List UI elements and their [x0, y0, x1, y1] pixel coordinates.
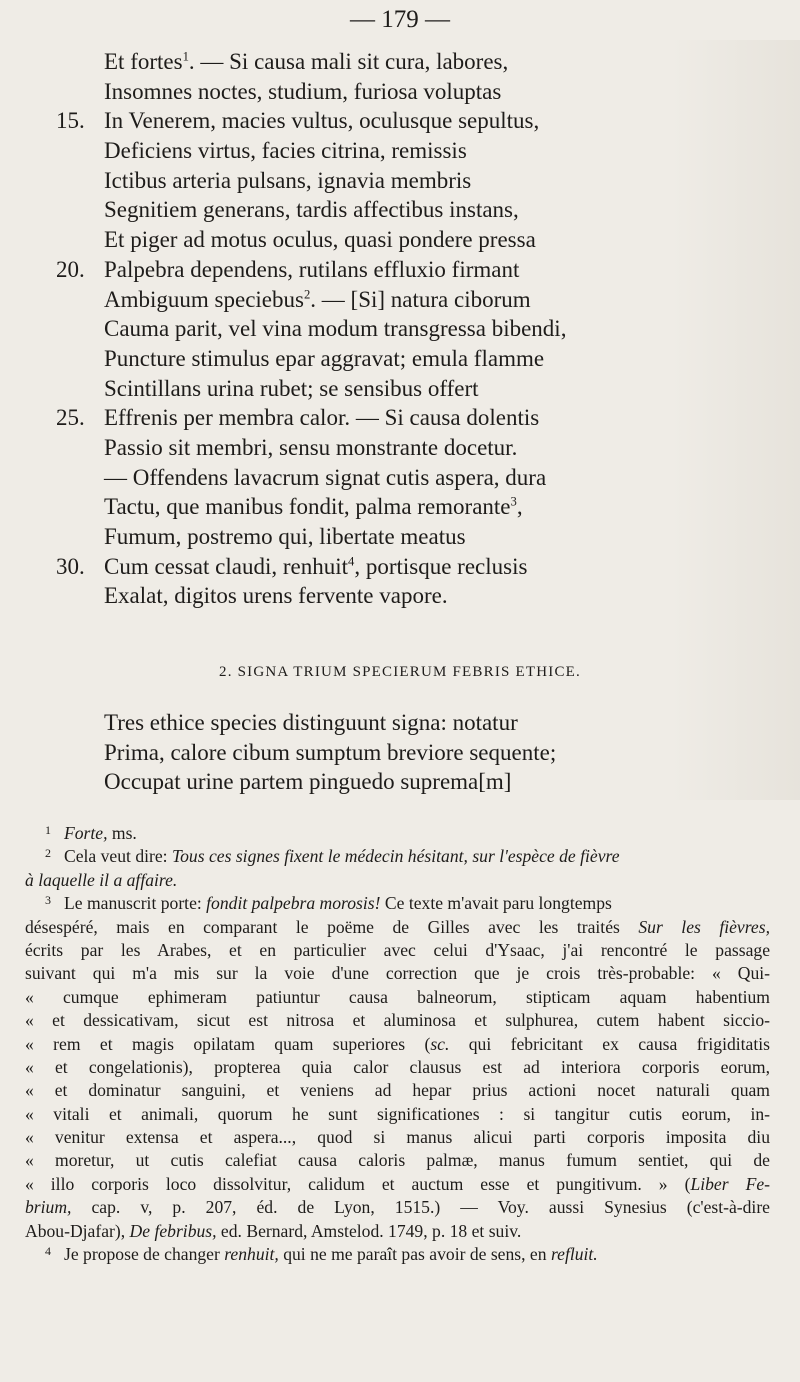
footnote-text	[25, 1103, 770, 1126]
footnote-text	[64, 1243, 598, 1266]
verse-line	[0, 136, 800, 166]
verse-line	[0, 255, 800, 285]
verse-text	[104, 47, 508, 77]
footnote-line	[0, 1243, 800, 1266]
verse-line	[0, 374, 800, 404]
verse-text	[104, 166, 471, 196]
verse-line	[0, 166, 800, 196]
text-run: Abou-Djafar),	[25, 1220, 130, 1241]
footnote-text	[25, 916, 770, 939]
footnote-line	[0, 1126, 800, 1149]
verse-line	[0, 285, 800, 315]
text-run: Et piger ad motus oculus, quasi pondere pressa	[104, 227, 536, 253]
footnote-reference: 4	[348, 554, 355, 569]
verse-line	[0, 106, 800, 136]
verse-text	[104, 463, 546, 493]
italic-text: sc.	[430, 1033, 450, 1054]
footnote-line	[0, 916, 800, 939]
italic-text: fondit palpebra morosis!	[206, 893, 381, 914]
verse-line	[0, 403, 800, 433]
footnote-line	[0, 1009, 800, 1032]
verse-line	[0, 195, 800, 225]
text-run: Cela veut dire:	[64, 846, 172, 867]
footnote-line	[0, 1149, 800, 1172]
section-heading: 2. SIGNA TRIUM SPECIERUM FEBRIS ETHICE.	[219, 664, 581, 680]
footnote-reference: 3	[510, 494, 517, 509]
footnote-text	[25, 1173, 770, 1196]
text-run: désespéré, mais en comparant le poëme de Gilles avec les traités	[25, 916, 639, 937]
text-run: . — [Si] natura ciborum	[310, 286, 531, 312]
footnote-line	[0, 1033, 800, 1056]
italic-text: brium,	[25, 1197, 72, 1218]
italic-text: De febribus,	[129, 1220, 217, 1241]
verse-text	[104, 314, 566, 344]
text-run: — Offendens lavacrum signat cutis aspera, dura	[104, 464, 547, 490]
text-run: « et congelationis), propterea quia calor clausus est ad interiora corporis eorum,	[25, 1056, 770, 1077]
text-run: Fumum, postremo qui, libertate meatus	[104, 524, 466, 549]
text-run: Ictibus arteria pulsans, ignavia membris	[104, 167, 472, 193]
footnote-line	[0, 1103, 800, 1126]
text-run: Segnitiem generans, tardis affectibus instans,	[104, 197, 519, 223]
text-run: Tactu, que manibus fondit, palma remorante	[104, 494, 511, 520]
line-number: 25.	[56, 405, 85, 431]
verse-text	[104, 522, 466, 552]
footnote-line	[0, 1196, 800, 1219]
line-number: 20.	[56, 256, 85, 282]
text-run: « moretur, ut cutis calefiat causa caloris palmæ, manus fumum sentiet, qui de	[25, 1150, 770, 1171]
text-run: Palpebra dependens, rutilans effluxio firmant	[104, 256, 520, 282]
footnote-text	[25, 1079, 770, 1102]
verse-line	[0, 433, 800, 463]
verse-line	[0, 77, 800, 107]
italic-text: Liber Fe-	[690, 1173, 770, 1194]
page-number: — 179 —	[350, 6, 450, 33]
verse-line	[0, 344, 800, 374]
footnotes	[0, 822, 800, 1266]
footnote-number: 4	[45, 1244, 51, 1259]
footnote-line	[0, 1220, 800, 1243]
text-run: qui ne me paraît pas avoir de sens, en	[278, 1244, 551, 1265]
verse-line	[0, 225, 800, 255]
text-run: ed. Bernard, Amstelod. 1749, p. 18 et suiv.	[216, 1220, 522, 1241]
verse-block-1	[0, 47, 800, 611]
text-run: « et dessicativam, sicut est nitrosa et aluminosa et sulphurea, cutem habent siccio-	[25, 1010, 770, 1031]
footnote-line	[0, 962, 800, 985]
verse-line	[0, 708, 800, 738]
text-run: suivant qui m'a mis sur la voie d'une correction que je crois très-probable: « Qui-	[25, 963, 770, 984]
footnote-line	[0, 822, 800, 845]
text-run: , portisque reclusis	[354, 553, 528, 579]
italic-text: refluit.	[550, 1244, 598, 1265]
line-number: 30.	[56, 553, 85, 579]
text-run: « rem et magis opilatam quam superiores (	[25, 1033, 431, 1054]
text-run: Prima, calore cibum sumptum breviore sequente;	[104, 739, 557, 765]
footnote-text	[25, 1033, 770, 1056]
verse-text	[104, 433, 517, 463]
text-run: Je propose de changer	[64, 1244, 225, 1265]
verse-text	[104, 738, 556, 768]
verse-text	[104, 708, 518, 738]
text-run: Passio sit membri, sensu monstrante docetur.	[104, 434, 518, 460]
footnote-line	[0, 939, 800, 962]
text-run: Tres ethice species distinguunt signa: notatur	[104, 710, 518, 735]
verse-line	[0, 522, 800, 552]
text-run: Effrenis per membra calor. — Si causa dolentis	[104, 405, 540, 431]
footnote-text	[64, 845, 620, 868]
verse-text	[104, 285, 531, 315]
footnote-text	[25, 986, 770, 1009]
footnote-text	[25, 1009, 770, 1032]
verse-text	[104, 106, 539, 136]
verse-line	[0, 492, 800, 522]
verse-text	[104, 255, 519, 285]
text-run: Exalat, digitos urens fervente vapore.	[104, 583, 448, 609]
text-run: Ambiguum speciebus	[104, 286, 304, 312]
footnote-text	[25, 1196, 770, 1219]
text-run: « et dominatur sanguini, et veniens ad hepar prius actioni nocet naturali quam	[25, 1080, 770, 1101]
text-run: Cauma parit, vel vina modum transgressa bibendi,	[104, 316, 567, 342]
text-run: Le manuscrit porte:	[64, 893, 207, 914]
verse-line	[0, 552, 800, 582]
text-run: ,	[516, 494, 523, 520]
verse-line	[0, 738, 800, 768]
verse-text	[104, 552, 527, 582]
text-run: . — Si causa mali sit cura, labores,	[188, 49, 509, 74]
footnote-text	[25, 1126, 770, 1149]
verse-block-2	[0, 708, 800, 797]
text-run: Cum cessat claudi, renhuit	[104, 553, 348, 579]
verse-line	[0, 463, 800, 493]
footnote-text	[64, 892, 612, 915]
line-number: 15.	[56, 108, 85, 134]
footnote-text	[25, 939, 770, 962]
footnote-line	[0, 1056, 800, 1079]
verse-text	[104, 344, 544, 374]
footnote-number: 1	[45, 823, 51, 837]
verse-text	[104, 492, 523, 522]
italic-text: Forte,	[64, 823, 108, 843]
text-run: « venitur extensa et aspera..., quod si manus alicui parti corporis imposita diu	[25, 1127, 770, 1148]
text-run: « illo corporis loco dissolvitur, calidum et auctum esse et pungitivum. » (	[25, 1173, 691, 1194]
footnote-line	[0, 869, 800, 892]
verse-text	[104, 403, 539, 433]
italic-text: à laquelle il a affaire.	[25, 869, 178, 890]
text-run: In Venerem, macies vultus, oculusque sepultus,	[104, 108, 540, 134]
footnote-reference: 2	[303, 286, 311, 301]
verse-text	[104, 195, 519, 225]
footnote-number: 2	[45, 846, 51, 861]
text-run: Scintillans urina rubet; se sensibus offert	[104, 375, 479, 401]
text-run: cap. v, p. 207, éd. de Lyon, 1515.) — Voy. aussi Synesius (c'est-à-dire	[71, 1197, 770, 1218]
footnote-line	[0, 892, 800, 915]
text-run: qui febricitant ex causa frigiditatis	[449, 1033, 770, 1054]
verse-line	[0, 314, 800, 344]
footnote-text	[25, 962, 770, 985]
italic-text: Tous ces signes fixent le médecin hésitant, sur l'espèce de fièvre	[171, 846, 620, 867]
footnote-line	[0, 1079, 800, 1102]
text-run: Ce texte m'avait paru longtemps	[380, 893, 612, 914]
text-run: écrits par les Arabes, et en particulier avec celui d'Ysaac, j'ai rencontré le passage	[25, 939, 770, 960]
text-run: Insomnes noctes, studium, furiosa voluptas	[104, 78, 502, 104]
footnote-number: 3	[45, 893, 51, 908]
footnote-text	[64, 822, 137, 845]
text-run: « vitali et animali, quorum he sunt significationes : si tangitur cutis eorum, in-	[25, 1103, 770, 1124]
verse-text	[104, 581, 448, 611]
footnote-reference: 1	[182, 49, 189, 64]
text-run: Puncture stimulus epar aggravat; emula flamme	[104, 345, 545, 371]
italic-text: renhuit,	[224, 1244, 279, 1265]
footnote-text	[25, 1056, 770, 1079]
footnote-line	[0, 845, 800, 868]
text-run: Et fortes	[104, 49, 183, 74]
footnote-line	[0, 986, 800, 1009]
verse-line	[0, 581, 800, 611]
footnote-text	[25, 1220, 521, 1243]
verse-line	[0, 47, 800, 77]
text-run: « cumque ephimeram patiuntur causa balneorum, stipticam aquam habentium	[25, 986, 770, 1007]
text-run: Deficiens virtus, facies citrina, remissis	[104, 138, 467, 164]
verse-text	[104, 767, 511, 797]
text-run: ms.	[107, 823, 137, 843]
verse-text	[104, 136, 467, 166]
footnote-text	[25, 1149, 770, 1172]
verse-text	[104, 225, 536, 255]
verse-line	[0, 767, 800, 797]
verse-text	[104, 374, 479, 404]
text-run: Occupat urine partem pinguedo suprema[m]	[104, 769, 512, 795]
footnote-line	[0, 1173, 800, 1196]
italic-text: Sur les fièvres,	[638, 916, 770, 937]
verse-text	[104, 77, 501, 107]
